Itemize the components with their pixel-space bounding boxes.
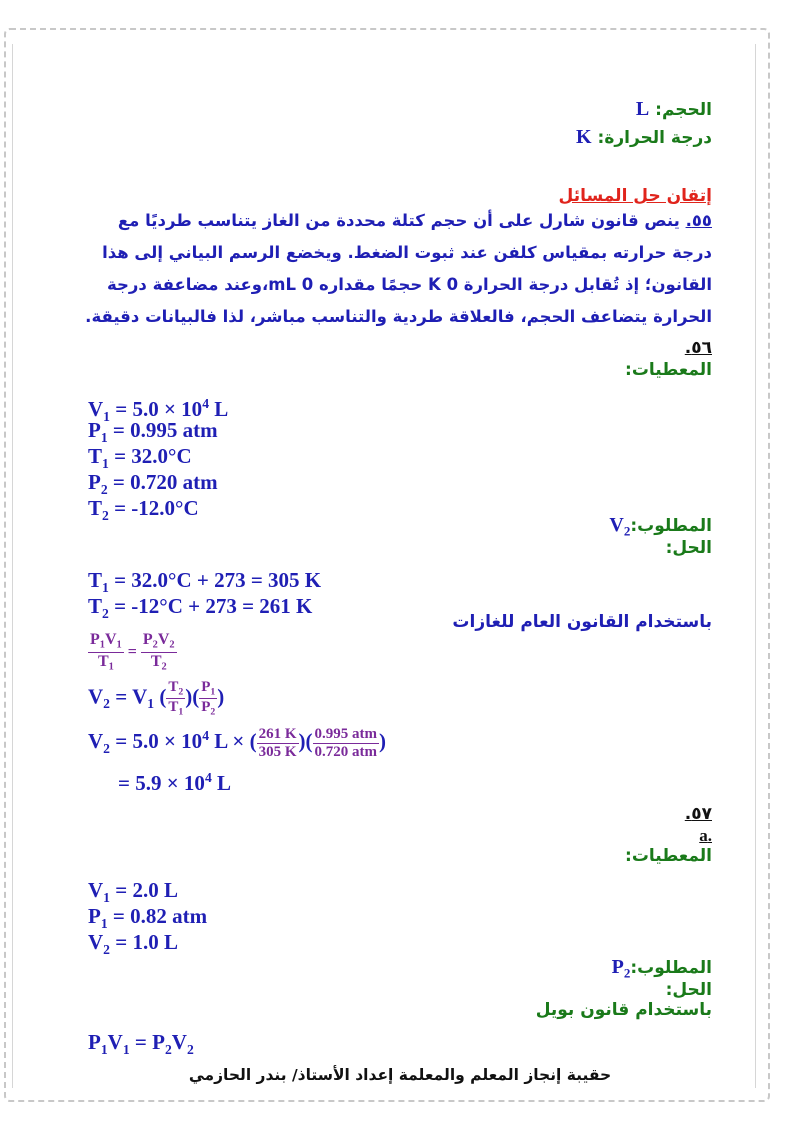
temperature-line [576,126,712,149]
required-57 [612,956,712,982]
conversion-t2: $T_2 = -12^\circ C + 273 = 261$ K [88,594,313,621]
given-t2: $T_2 = -12.0^\circ C$ [88,496,199,523]
givens-label-57: المعطيات: [625,846,712,866]
question-55-number: ٥٥. [685,211,712,230]
given-57-v1: $V_1 = 2.0$ L [88,878,178,905]
given-57-p1: $P_1 = 0.82$ atm [88,904,208,931]
volume-line [636,98,712,121]
page-footer: حقيبة إنجاز المعلم والمعلمة إعداد الأستاذ/ بندر الحازمي [188,1066,612,1084]
required-value-56: $V_2$ [609,514,631,539]
volume-label: الحجم: [655,100,712,120]
required-value-57: $P_2$ [611,956,631,981]
required-label-57: المطلوب: [630,958,712,978]
given-p2: $P_2 = 0.720$ atm [88,470,218,497]
question-57-number: ٥٧. [684,804,712,824]
question-55-text: ينص قانون شارل على أن حجم كتلة محددة من الغاز يتناسب طرديًا مع درجة حرارته بمقياس كلفن عند ثبوت الضغط. ويخضع الرسم البياني إلى هذا القانون؛ إذ تُقابل درجة الحرارة 0 K حجمًا مقداره 0 mL،وعند مضاعفة درجة الحرارة يتضاعف الحجم، فالعلاقة طردية والتناسب مباشر، لذا فالبيانات دقيقة. [85,211,712,326]
temperature-label: درجة الحرارة: [597,128,712,148]
given-p1: $P_1 = 0.995$ atm [88,418,218,445]
question-55 [82,205,712,333]
given-v1: $V_1 = 5.0 \times 10^4$ L [88,396,229,424]
combined-gas-law: $\frac{P_1V_1}{T_1}$ = $\frac{P_2V_2}{T_2}$ [90,631,175,673]
question-57-part: .a [699,826,712,845]
method-56: باستخدام القانون العام للغازات [452,612,712,632]
substitution: $V_2 = 5.0 \times 10^4$ L × ( $\frac{261 K}{305 K}$ )( $\frac{\text{0.995 atm}}{\text{0.720 atm}}$ ) [88,725,386,760]
solution-label-56: الحل: [665,538,712,558]
required-label-56: المطلوب: [630,516,712,536]
givens-label-56: المعطيات: [625,360,712,380]
method-57: باستخدام قانون بويل [535,1000,712,1020]
boyle-law: $P_1V_1 = P_2V_2$ [88,1030,194,1057]
temperature-unit: K [576,126,592,148]
given-57-v2: $V_2 = 1.0$ L [88,930,178,957]
final-answer-56: = $5.9 \times 10^4$ L [118,770,232,796]
required-56 [609,514,712,540]
question-56-number: ٥٦. [684,338,712,358]
section-title: إتقان حل المسائل [558,186,712,206]
rearranged-formula: $V_2 = V_1$ ( $\frac{T_2}{T_1}$ )( $\frac{P_1}{P_2}$ ) [88,679,225,718]
conversion-t1: $T_1 = 32.0^\circ C + 273 = 305$ K [88,568,322,595]
solution-label-57: الحل: [665,980,712,1000]
volume-unit: L [635,98,650,120]
given-t1: $T_1 = 32.0^\circ C$ [88,444,192,471]
